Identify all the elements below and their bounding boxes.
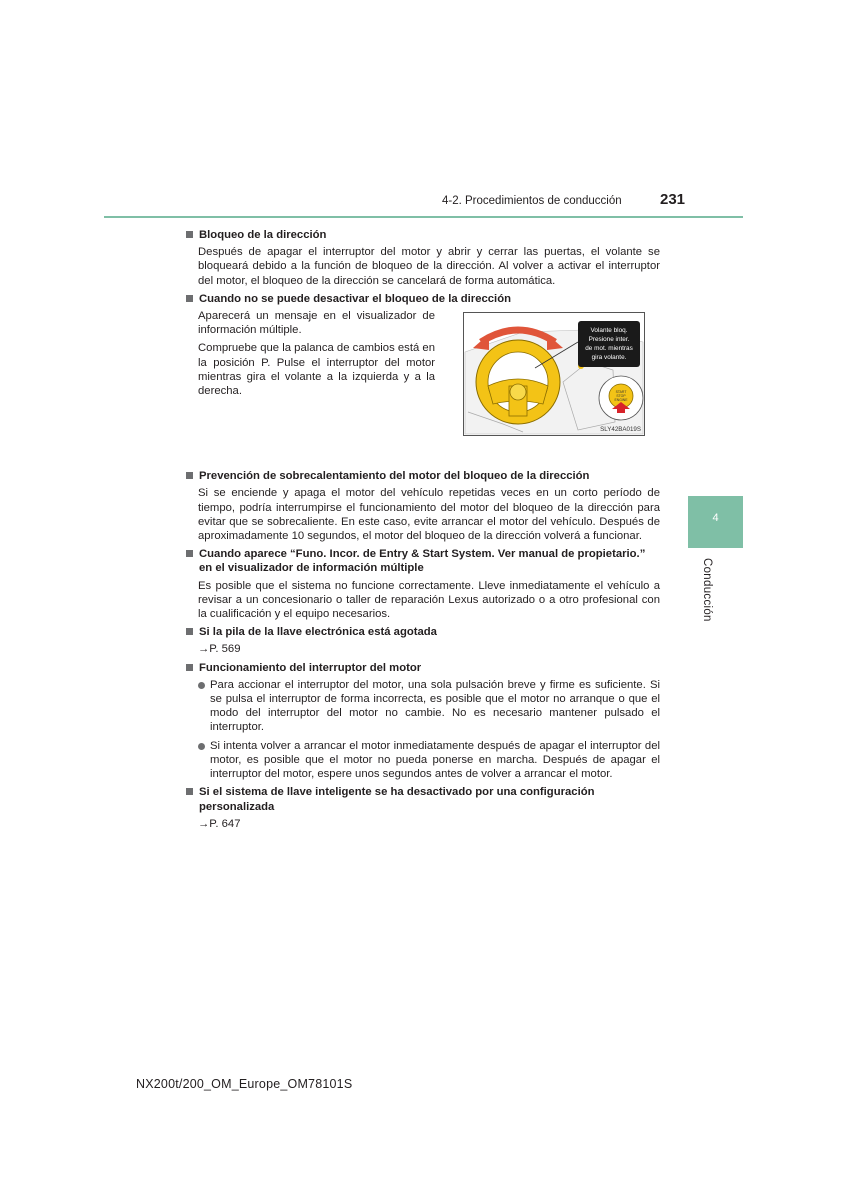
svg-text:START: START (615, 390, 627, 394)
square-bullet-icon (186, 664, 193, 671)
section-heading: Cuando aparece “Funo. Incor. de Entry & Start System. Ver manual de propietario.” en el visualizador de información múltiple (185, 547, 660, 575)
chapter-tab-label: Conducción (701, 558, 713, 622)
section-body: Compruebe que la palanca de cambios está en la posición P. Pulse el interruptor del motor mientras gira el volante a la izquierda y a la derecha. (198, 342, 435, 398)
page-reference-link[interactable]: →P. 569 (198, 643, 241, 656)
section-body: Aparecerá un mensaje en el visualizador de información múltiple. (198, 310, 435, 337)
svg-text:STOP: STOP (616, 394, 626, 398)
section-heading: Cuando no se puede desactivar el bloqueo de la dirección (185, 292, 660, 306)
section-body: Si se enciende y apaga el motor del vehículo repetidas veces en un corto período de tiempo, podría interrumpirse el funcionamiento del motor del bloqueo de la dirección para evitar que se sobrecaliente. En este caso, evite arrancar el motor del vehículo. Después de aproximadamente 10 segundos, el motor del bloqueo de la dirección volverá a funcionar. (198, 487, 660, 543)
square-bullet-icon (186, 295, 193, 302)
square-bullet-icon (186, 788, 193, 795)
svg-text:Presione inter.: Presione inter. (588, 336, 630, 343)
svg-text:ENGINE: ENGINE (614, 398, 628, 402)
steering-lock-illustration (463, 312, 645, 436)
chapter-tab[interactable] (688, 496, 743, 548)
svg-text:SLY42BA019S: SLY42BA019S (600, 426, 641, 433)
round-bullet-icon (198, 682, 205, 689)
section-heading: Funcionamiento del interruptor del motor (185, 661, 660, 675)
svg-text:gira volante.: gira volante. (591, 354, 627, 361)
svg-text:Volante bloq.: Volante bloq. (590, 327, 628, 334)
footer-doc-id: NX200t/200_OM_Europe_OM78101S (136, 1077, 353, 1091)
section-heading: Bloqueo de la dirección (185, 228, 660, 242)
square-bullet-icon (186, 472, 193, 479)
section-heading: Si la pila de la llave electrónica está agotada (185, 625, 660, 639)
square-bullet-icon (186, 550, 193, 557)
square-bullet-icon (186, 628, 193, 635)
round-bullet-icon (198, 743, 205, 750)
section-body: Después de apagar el interruptor del motor y abrir y cerrar las puertas, el volante se bloqueará debido a la función de bloqueo de la dirección. Al volver a activar el interruptor del motor, el bloqueo de la dirección se cancelará de forma automática. (198, 246, 660, 287)
page-reference-link[interactable]: →P. 647 (198, 817, 241, 830)
section-heading: Prevención de sobrecalentamiento del motor del bloqueo de la dirección (185, 469, 660, 483)
svg-text:de mot. mientras: de mot. mientras (585, 345, 633, 352)
square-bullet-icon (186, 231, 193, 238)
page-number: 231 (660, 191, 686, 208)
list-item: Para accionar el interruptor del motor, una sola pulsación breve y firme es suficiente. Si se pulsa el interruptor de forma incorrecta, es posible que el motor no arranque o que el modo del interruptor del motor no cambie. No es necesario mantener pulsado el interruptor. (198, 678, 660, 735)
chapter-tab-number: 4 (712, 512, 719, 524)
section-body: Es posible que el sistema no funcione correctamente. Lleve inmediatamente el vehículo a revisar a un concesionario o taller de reparación Lexus autorizado o a otro profesional con la cualificación y el equipo necesarios. (198, 579, 660, 621)
header-divider (104, 216, 743, 218)
header-section-title: 4-2. Procedimientos de conducción (442, 195, 622, 207)
list-item: Si intenta volver a arrancar el motor inmediatamente después de apagar el interruptor del motor, es posible que el motor no pueda ponerse en marcha. Después de apagar el interruptor del motor, espere unos segundos antes de volver a arrancar el motor. (198, 739, 660, 782)
section-heading: Si el sistema de llave inteligente se ha desactivado por una configuración personalizada (185, 785, 660, 813)
